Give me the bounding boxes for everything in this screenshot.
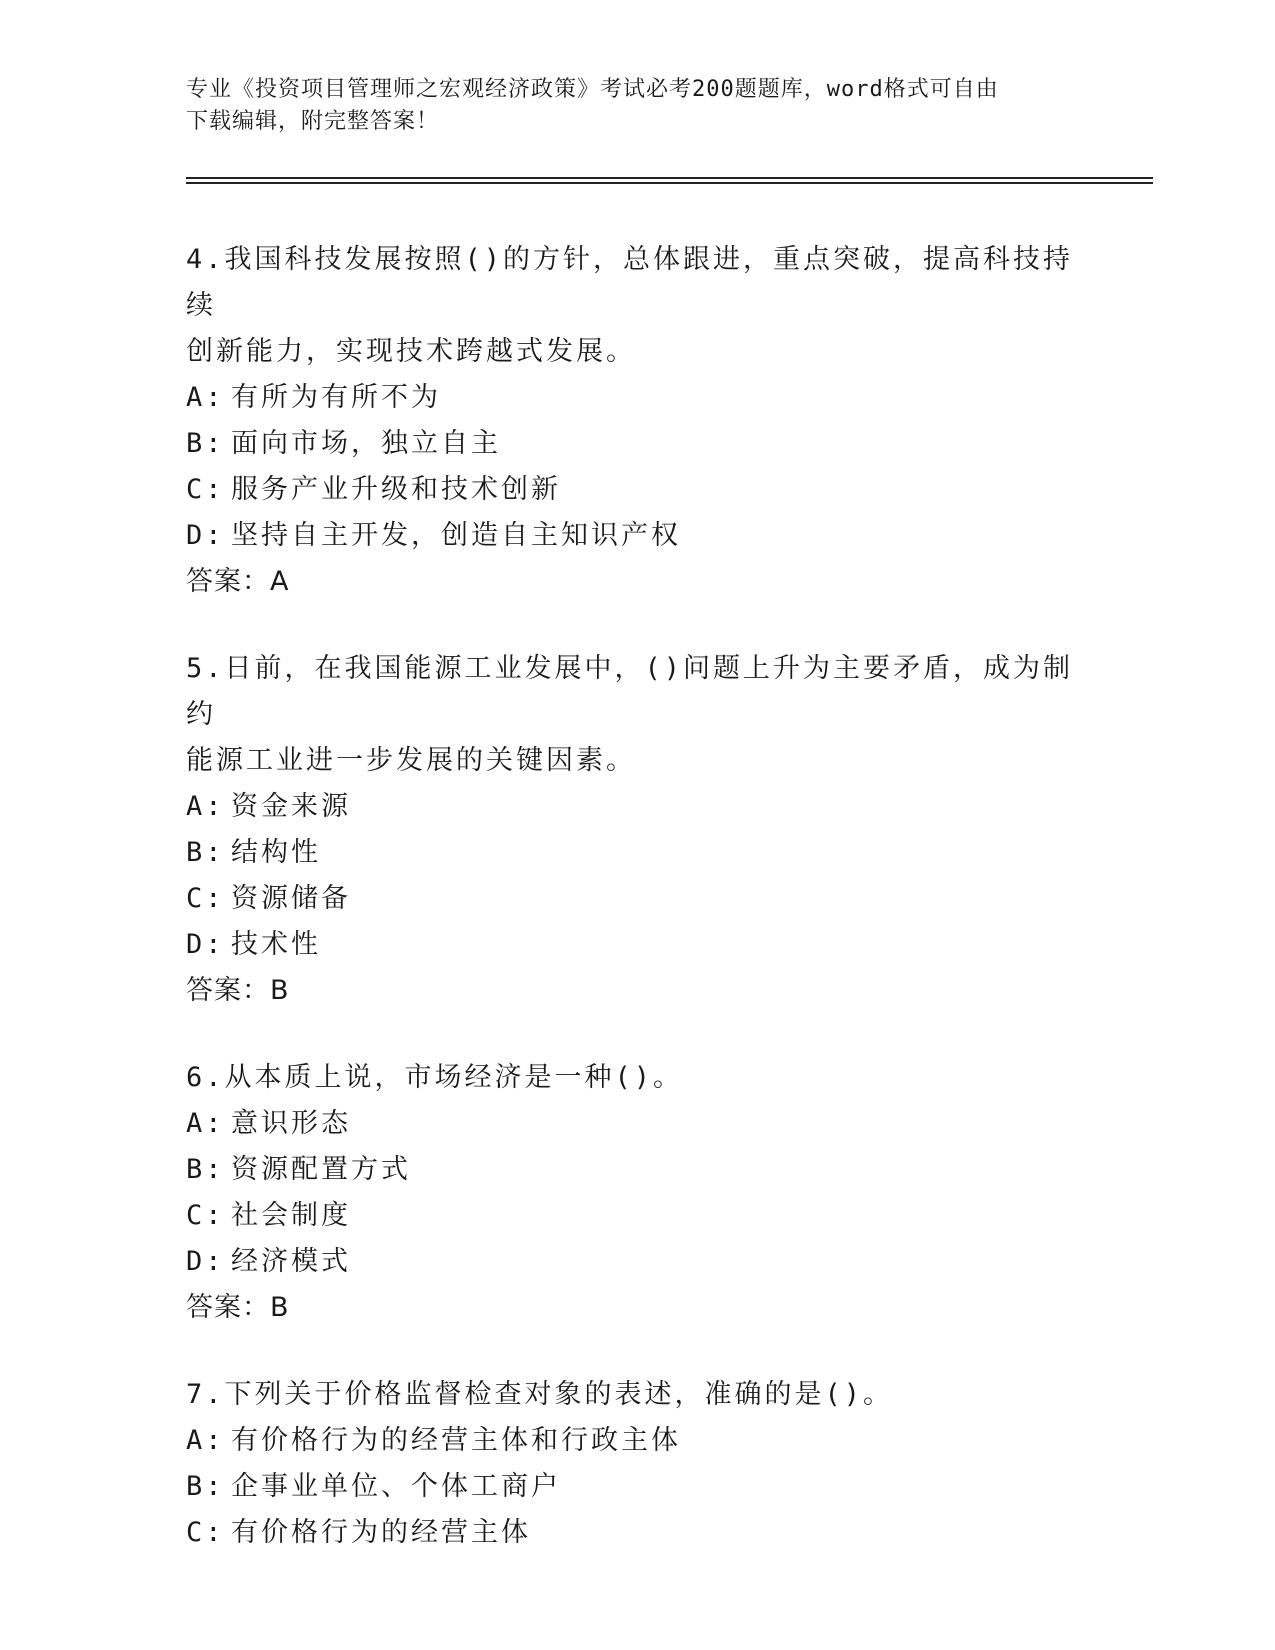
- option-c: [186, 1510, 1086, 1556]
- header-line-1: 专业《投资项目管理师之宏观经济政策》考试必考200题题库，word格式可自由: [186, 77, 999, 102]
- question-text: 6.从本质上说，市场经济是一种()。: [186, 1062, 684, 1093]
- option-text: 经济模式: [231, 1246, 351, 1277]
- option-text: 有所为有所不为: [231, 382, 441, 413]
- header-divider-bottom: [186, 182, 1153, 184]
- option-key: B:: [186, 428, 225, 459]
- option-c: [186, 467, 1086, 513]
- option-b: [186, 1464, 1086, 1510]
- header-line-2: 下载编辑，附完整答案！: [186, 109, 440, 134]
- option-b: [186, 421, 1086, 467]
- option-key: C:: [186, 1517, 225, 1548]
- question-text: 4.我国科技发展按照()的方针，总体跟进，重点突破，提高科技持续 创新能力，实现技术跨越式发展。: [186, 244, 1074, 367]
- question-6: [186, 1055, 1086, 1331]
- document-header: [186, 74, 1086, 138]
- option-text: 坚持自主开发，创造自主知识产权: [231, 520, 681, 551]
- question-list: [186, 237, 1086, 1597]
- option-key: C:: [186, 1200, 225, 1231]
- option-key: C:: [186, 883, 225, 914]
- option-text: 有价格行为的经营主体和行政主体: [231, 1425, 681, 1456]
- option-key: A:: [186, 382, 225, 413]
- header-divider-top: [186, 177, 1153, 179]
- option-text: 资源配置方式: [231, 1154, 411, 1185]
- answer-line: 答案：B: [186, 1292, 290, 1323]
- option-text: 企事业单位、个体工商户: [231, 1471, 561, 1502]
- option-key: B:: [186, 1154, 225, 1185]
- option-text: 技术性: [231, 929, 321, 960]
- question-5: [186, 646, 1086, 1014]
- option-key: B:: [186, 1471, 225, 1502]
- option-key: D:: [186, 520, 225, 551]
- question-4: [186, 237, 1086, 605]
- option-d: [186, 513, 1086, 559]
- option-text: 有价格行为的经营主体: [231, 1517, 531, 1548]
- answer-line: 答案：A: [186, 566, 290, 597]
- option-key: B:: [186, 837, 225, 868]
- option-text: 意识形态: [231, 1108, 351, 1139]
- option-c: [186, 1193, 1086, 1239]
- option-key: D:: [186, 1246, 225, 1277]
- option-d: [186, 1239, 1086, 1285]
- option-text: 服务产业升级和技术创新: [231, 474, 561, 505]
- option-b: [186, 1147, 1086, 1193]
- option-key: A:: [186, 791, 225, 822]
- option-a: [186, 784, 1086, 830]
- option-d: [186, 922, 1086, 968]
- question-7: [186, 1372, 1086, 1556]
- option-a: [186, 1418, 1086, 1464]
- option-text: 社会制度: [231, 1200, 351, 1231]
- option-text: 资源储备: [231, 883, 351, 914]
- option-text: 资金来源: [231, 791, 351, 822]
- option-key: C:: [186, 474, 225, 505]
- option-key: A:: [186, 1425, 225, 1456]
- option-c: [186, 876, 1086, 922]
- option-key: A:: [186, 1108, 225, 1139]
- option-a: [186, 1101, 1086, 1147]
- option-key: D:: [186, 929, 225, 960]
- option-text: 结构性: [231, 837, 321, 868]
- answer-line: 答案：B: [186, 975, 290, 1006]
- question-text: 5.日前，在我国能源工业发展中，()问题上升为主要矛盾，成为制约 能源工业进一步发展的关键因素。: [186, 653, 1074, 776]
- question-text: 7.下列关于价格监督检查对象的表述，准确的是()。: [186, 1379, 894, 1410]
- option-a: [186, 375, 1086, 421]
- option-b: [186, 830, 1086, 876]
- option-text: 面向市场，独立自主: [231, 428, 501, 459]
